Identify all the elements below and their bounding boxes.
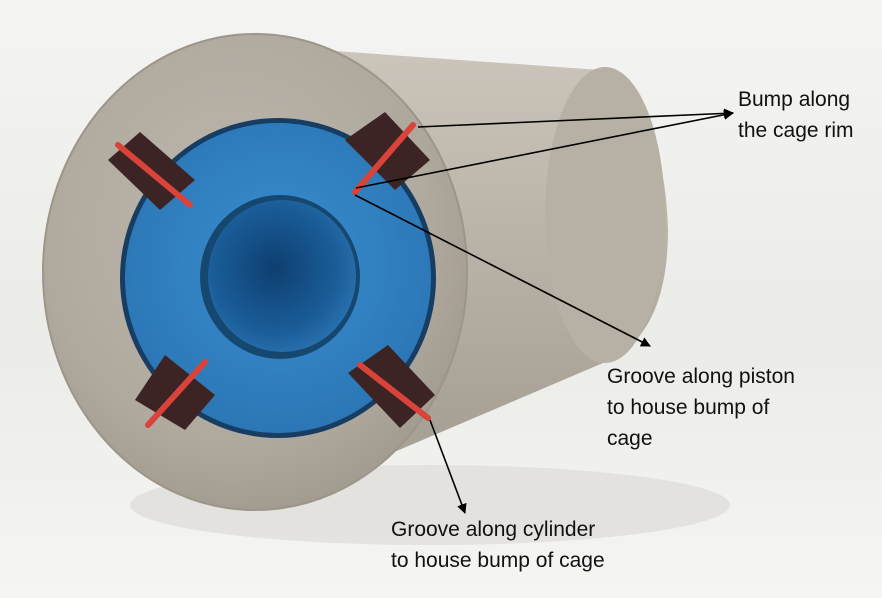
cylinder-back-end [545, 67, 665, 363]
piston-bore [208, 200, 356, 352]
label-groove-piston: Groove along piston to house bump of cage [607, 365, 795, 450]
label-bump-cage-rim: Bump along the cage rim [738, 88, 854, 142]
label-groove-cylinder: Groove along cylinder to house bump of cage [391, 518, 605, 572]
